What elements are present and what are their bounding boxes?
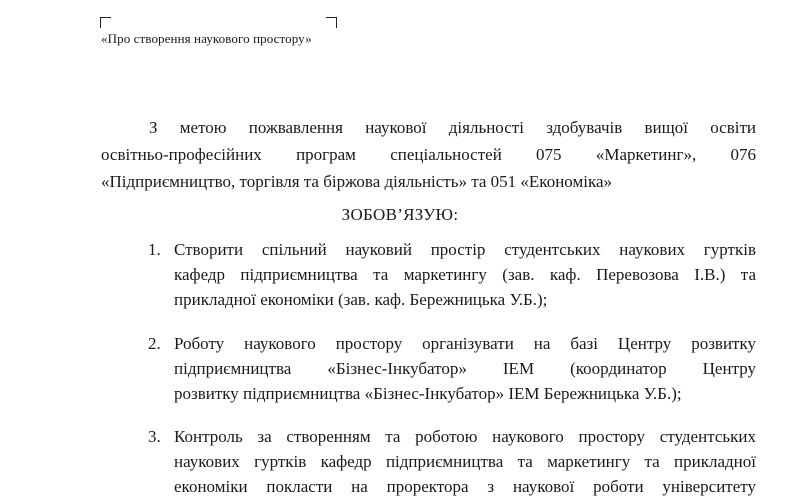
item-line: економіки покласти на проректора з наукової роботи університету — [174, 477, 756, 496]
intro-line: освітньо-професійних програм спеціальностей 075 «Маркетинг», 076 — [101, 145, 756, 164]
item-text — [174, 424, 756, 499]
order-heading: ЗОБОВ’ЯЗУЮ: — [341, 205, 459, 224]
item-line: кафедр підприємництва та маркетингу (зав. каф. Перевозова І.В.) та — [174, 265, 756, 284]
item-line: підприємництва «Бізнес-Інкубатор» ІЕМ (координатор Центру — [174, 359, 756, 378]
item-number: 1. — [148, 240, 161, 259]
item-line: розвитку підприємництва «Бізнес-Інкубатор» ІЕМ Бережницька У.Б.); — [174, 384, 682, 403]
item-line: Роботу наукового простору організувати на базі Центру розвитку — [174, 334, 756, 353]
item-line: наукових гуртків кафедр підприємництва та маркетингу та прикладної — [174, 452, 756, 471]
intro-line: «Підприємництво, торгівля та біржова діяльність» та 051 «Економіка» — [101, 172, 613, 191]
item-line: Створити спільний науковий простір студентських наукових гуртків — [174, 240, 756, 259]
item-text — [174, 237, 756, 312]
corner-mark-left — [100, 17, 111, 28]
item-line: Контроль за створенням та роботою наукового простору студентських — [174, 427, 756, 446]
item-text — [174, 331, 756, 406]
corner-mark-right — [326, 17, 337, 28]
item-number: 2. — [148, 334, 161, 353]
document-subject: «Про створення наукового простору» — [101, 31, 312, 46]
item-line: прикладної економіки (зав. каф. Бережницька У.Б.); — [174, 290, 548, 309]
intro-paragraph — [101, 114, 756, 195]
item-number: 3. — [148, 427, 161, 446]
intro-line: З метою пожвавлення наукової діяльності здобувачів вищої освіти — [149, 118, 756, 137]
